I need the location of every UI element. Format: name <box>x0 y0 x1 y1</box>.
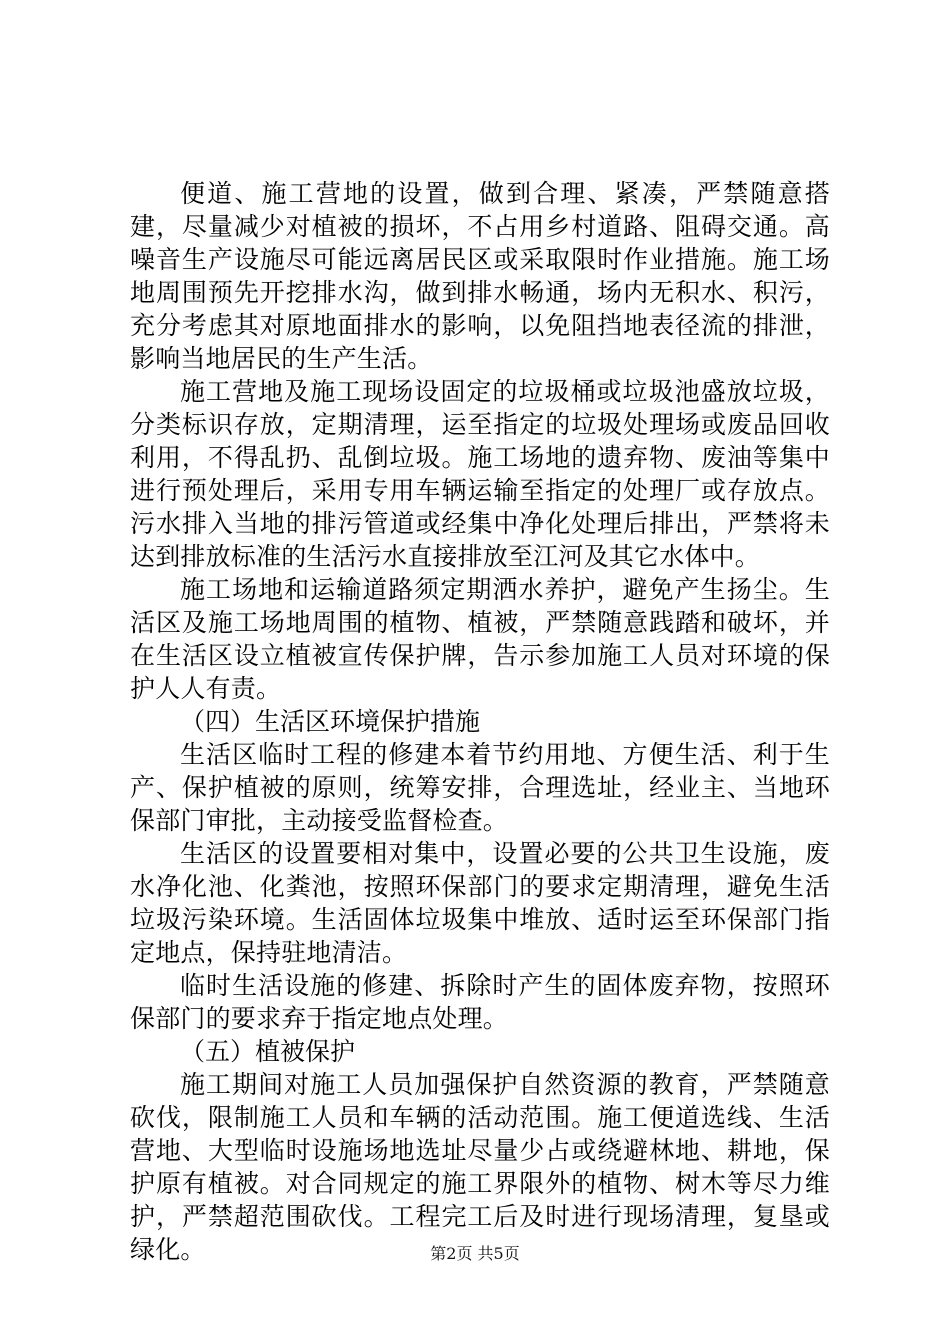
paragraph-living-area-construction: 生活区临时工程的修建本着节约用地、方便生活、利于生产、保护植被的原则，统筹安排，合理选址，经业主、当地环保部门审批，主动接受监督检查。 <box>130 740 830 835</box>
page-footer <box>0 1244 950 1264</box>
document-body <box>130 177 830 1266</box>
paragraph-living-area-sanitation: 生活区的设置要相对集中，设置必要的公共卫生设施，废水净化池、化粪池，按照环保部门的要求定期清理，避免生活垃圾污染环境。生活固体垃圾集中堆放、适时运至环保部门指定地点，保持驻地清洁。 <box>130 839 830 967</box>
paragraph-vegetation-protection: 施工期间对施工人员加强保护自然资源的教育，严禁随意砍伐，限制施工人员和车辆的活动范围。施工便道选线、生活营地、大型临时设施场地选址尽量少占或绕避林地、耕地，保护原有植被。对合同规定的施工界限外的植物、树木等尽力维护，严禁超范围砍伐。工程完工后及时进行现场清理，复垦或绿化。 <box>130 1070 830 1264</box>
paragraph-dust-vegetation: 施工场地和运输道路须定期洒水养护，避免产生扬尘。生活区及施工场地周围的植物、植被，严禁随意践踏和破坏，并在生活区设立植被宣传保护牌，告示参加施工人员对环境的保护人人有责。 <box>130 575 830 703</box>
paragraph-solid-waste: 临时生活设施的修建、拆除时产生的固体废弃物，按照环保部门的要求弃于指定地点处理。 <box>130 971 830 1033</box>
paragraph-temporary-roads-camps: 便道、施工营地的设置，做到合理、紧凑，严禁随意搭建，尽量减少对植被的损坏，不占用乡村道路、阻碍交通。高噪音生产设施尽可能远离居民区或采取限时作业措施。施工场地周围预先开挖排水沟，做到排水畅通，场内无积水、积污，充分考虑其对原地面排水的影响，以免阻挡地表径流的排泄，影响当地居民的生产生活。 <box>130 179 830 373</box>
section-heading-living-area: （四）生活区环境保护措施 <box>180 707 481 736</box>
paragraph-garbage-disposal: 施工营地及施工现场设固定的垃圾桶或垃圾池盛放垃圾，分类标识存放，定期清理，运至指定的垃圾处理场或废品回收利用，不得乱扔、乱倒垃圾。施工场地的遗弃物、废油等集中进行预处理后，采用专用车辆运输至指定的处理厂或存放点。污水排入当地的排污管道或经集中净化处理后排出，严禁将未达到排放标准的生活污水直接排放至江河及其它水体中。 <box>130 377 830 571</box>
section-heading-vegetation: （五）植被保护 <box>180 1037 356 1066</box>
page-number: 第2页 共5页 <box>430 1244 520 1263</box>
